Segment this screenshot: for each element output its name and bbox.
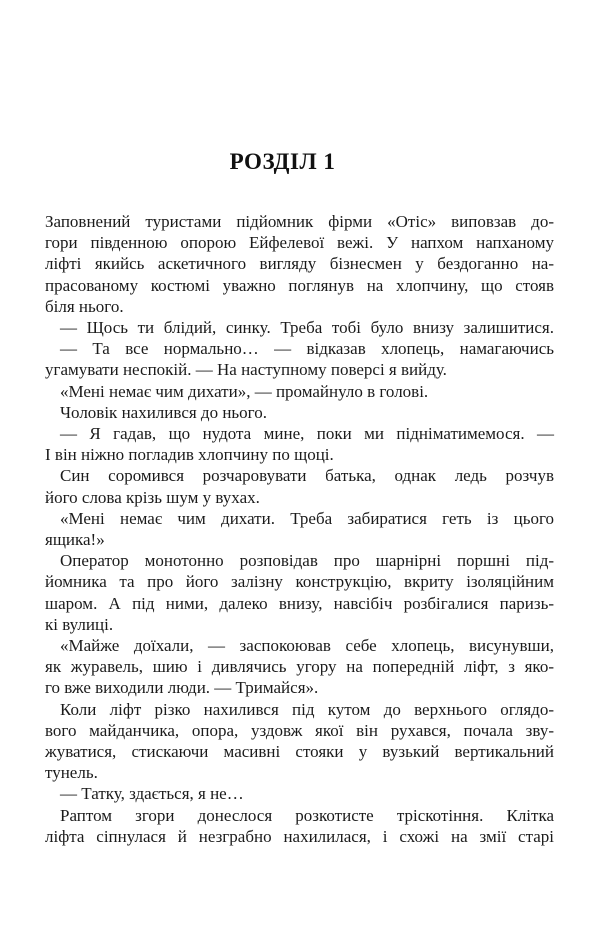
text-line: І він ніжно погладив хлопчину по щоці. (45, 445, 334, 465)
text-line: «Майже доїхали, — заспокоював себе хлопець, висунувши, (60, 636, 554, 656)
paragraph (45, 402, 554, 423)
paragraph (45, 381, 554, 402)
paragraph (45, 465, 554, 507)
paragraph (45, 805, 554, 847)
paragraph (45, 338, 554, 380)
paragraph (45, 508, 554, 550)
paragraph (45, 635, 554, 699)
text-line: ліфта сіпнулася й незграбно нахилилася, і схожі на змії старі (45, 826, 554, 846)
text-line: «Мені немає чим дихати. Треба забиратися геть із цього (60, 508, 554, 528)
text-line: вого майданчика, опора, уздовж якої він рухався, почала зву- (45, 720, 554, 740)
text-line: угамувати неспокій. — На наступному поверсі я вийду. (45, 360, 447, 380)
text-line: його слова крізь шум у вухах. (45, 487, 260, 507)
text-line: «Мені немає чим дихати», — промайнуло в голові. (60, 381, 429, 401)
text-line: Коли ліфт різко нахилився під кутом до верхнього оглядо- (60, 699, 554, 719)
text-line: тунель. (45, 763, 98, 783)
paragraph (45, 317, 554, 338)
text-line: — Я гадав, що нудота мине, поки ми підніматимемося. — (60, 424, 554, 444)
text-line: кі вулиці. (45, 614, 114, 634)
text-line: йомника та про його залізну конструкцію, вкриту ізоляційним (45, 572, 554, 592)
paragraph (45, 699, 554, 784)
text-line: ящика!» (45, 530, 105, 550)
paragraph (45, 211, 554, 317)
text-line: Заповнений туристами підйомник фірми «Отіс» виповзав до- (45, 212, 554, 231)
text-line: Оператор монотонно розповідав про шарнірні поршні під- (60, 551, 554, 571)
chapter-heading: РОЗДІЛ 1 (229, 149, 336, 174)
paragraph (45, 423, 554, 465)
paragraph (45, 783, 554, 804)
text-line: як журавель, шию і дивлячись угору на попередній ліфт, з яко- (45, 657, 554, 677)
text-line: біля нього. (45, 296, 124, 316)
text-line: гори південною опорою Ейфелевої вежі. У напхом напханому (45, 233, 554, 253)
text-line: жуватися, стискаючи масивні стояки у вузький вертикальний (45, 742, 554, 762)
text-line: шаром. А під ними, далеко внизу, навсібіч розбігалися паризь- (45, 593, 554, 613)
text-block (45, 211, 554, 847)
text-line: — Та все нормально… — відказав хлопець, намагаючись (60, 339, 554, 359)
text-line: прасованому костюмі уважно поглянув на хлопчину, що стояв (45, 275, 554, 295)
text-line: — Татку, здається, я не… (60, 784, 244, 804)
paragraph (45, 550, 554, 635)
text-line: Раптом згори донеслося розкотисте тріскотіння. Клітка (60, 805, 554, 825)
text-line: — Щось ти блідий, синку. Треба тобі було внизу залишитися. (60, 318, 554, 338)
text-line: го вже виходили люди. — Тримайся». (45, 678, 319, 698)
text-line: ліфті якийсь аскетичного вигляду бізнесмен у бездоганно на- (45, 254, 554, 274)
text-line: Син соромився розчаровувати батька, однак ледь розчув (60, 466, 554, 486)
text-line: Чоловік нахилився до нього. (60, 402, 267, 422)
